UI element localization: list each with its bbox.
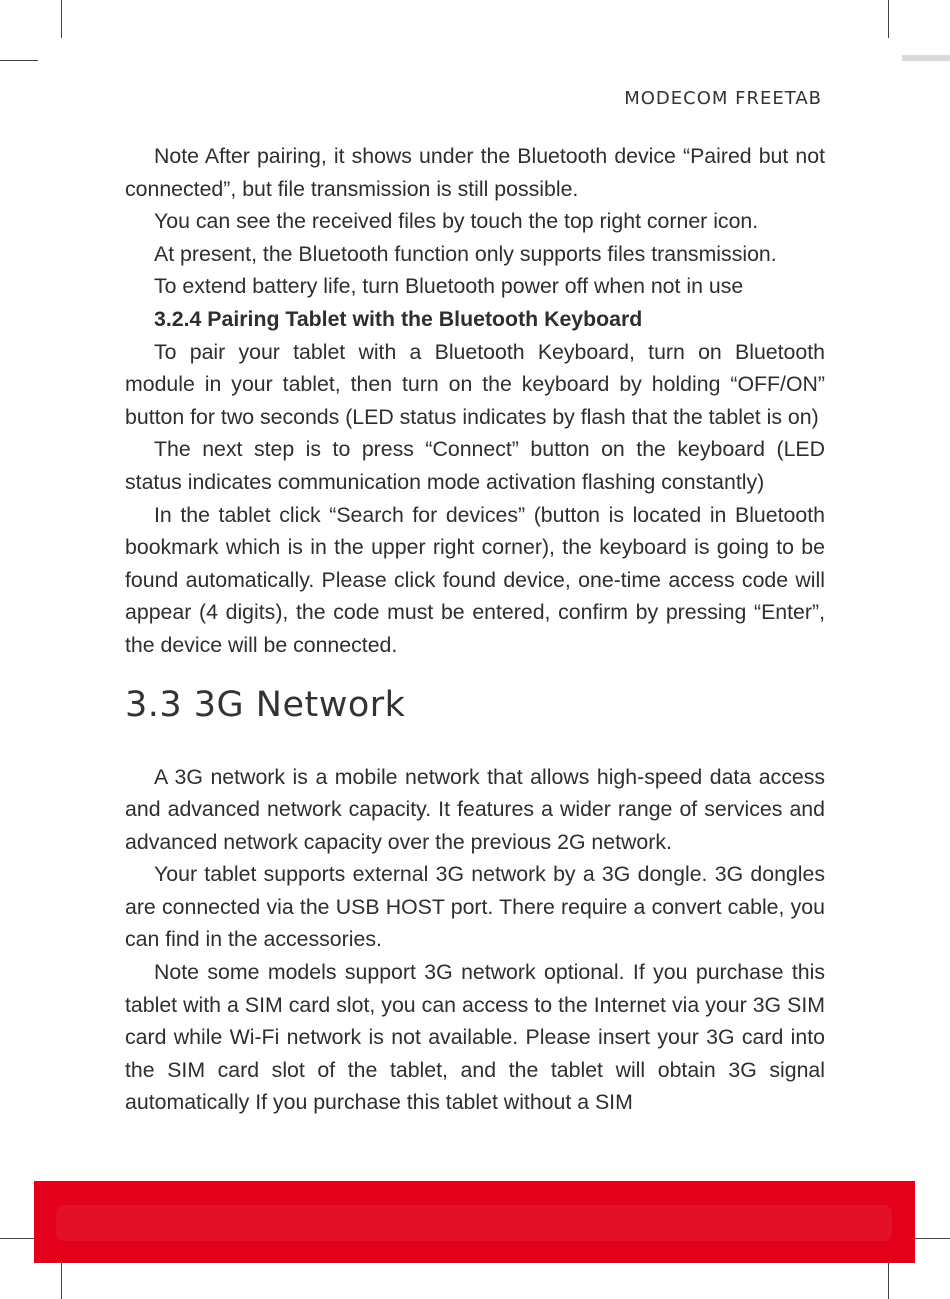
subsection-heading: 3.2.4 Pairing Tablet with the Bluetooth Keyboard bbox=[154, 306, 643, 331]
crop-mark-bottom-right bbox=[888, 1258, 889, 1299]
footer-bar bbox=[34, 1181, 915, 1263]
paragraph: A 3G network is a mobile network that allows high-speed data access and advanced network capacity. It features a wider range of services and advanced network capacity over the previous 2G network. bbox=[125, 764, 825, 854]
crop-mark-bottom-left bbox=[61, 1258, 62, 1299]
page-edge-shadow bbox=[902, 55, 950, 61]
crop-mark-top-right bbox=[888, 0, 889, 38]
paragraph: To pair your tablet with a Bluetooth Keyboard, turn on Bluetooth module in your tablet, then turn on the keyboard by holding “OFF/ON” button for two seconds (LED status indicates by flash that the tablet is on) bbox=[125, 339, 825, 429]
paragraph: In the tablet click “Search for devices” (button is located in Bluetooth bookmark which is in the upper right corner), the keyboard is going to be found automatically. Please click found device, one-time access code will appear (4 digits), the code must be entered, confirm by pressing “Enter”, the device will be connected. bbox=[125, 502, 825, 657]
crop-mark-top-left bbox=[61, 0, 62, 38]
footer-highlight bbox=[56, 1205, 892, 1241]
paragraph: To extend battery life, turn Bluetooth power off when not in use bbox=[154, 274, 744, 299]
crop-mark-bottom-right-h bbox=[912, 1238, 950, 1239]
crop-mark-bottom-left-h bbox=[0, 1238, 38, 1239]
paragraph: The next step is to press “Connect” button on the keyboard (LED status indicates communication mode activation flashing constantly) bbox=[125, 437, 825, 494]
section-heading: 3.3 3G Network bbox=[125, 684, 406, 725]
crop-mark-top-left-h bbox=[0, 60, 38, 61]
document-body bbox=[125, 140, 825, 1119]
paragraph: You can see the received files by touch the top right corner icon. bbox=[154, 209, 759, 234]
paragraph: Note After pairing, it shows under the Bluetooth device “Paired but not connected”, but file transmission is still possible. bbox=[125, 144, 825, 201]
paragraph: Note some models support 3G network optional. If you purchase this tablet with a SIM card slot, you can access to the Internet via your 3G SIM card while Wi-Fi network is not available. Please insert your 3G card into the SIM card slot of the tablet, and the tablet will obtain 3G signal automatically If you purchase this tablet without a SIM bbox=[125, 960, 825, 1115]
paragraph: Your tablet supports external 3G network by a 3G dongle. 3G dongles are connected via the USB HOST port. There require a convert cable, you can find in the accessories. bbox=[125, 862, 825, 952]
running-header: MODECOM FREETAB bbox=[624, 88, 822, 109]
paragraph: At present, the Bluetooth function only supports files transmission. bbox=[154, 241, 777, 266]
